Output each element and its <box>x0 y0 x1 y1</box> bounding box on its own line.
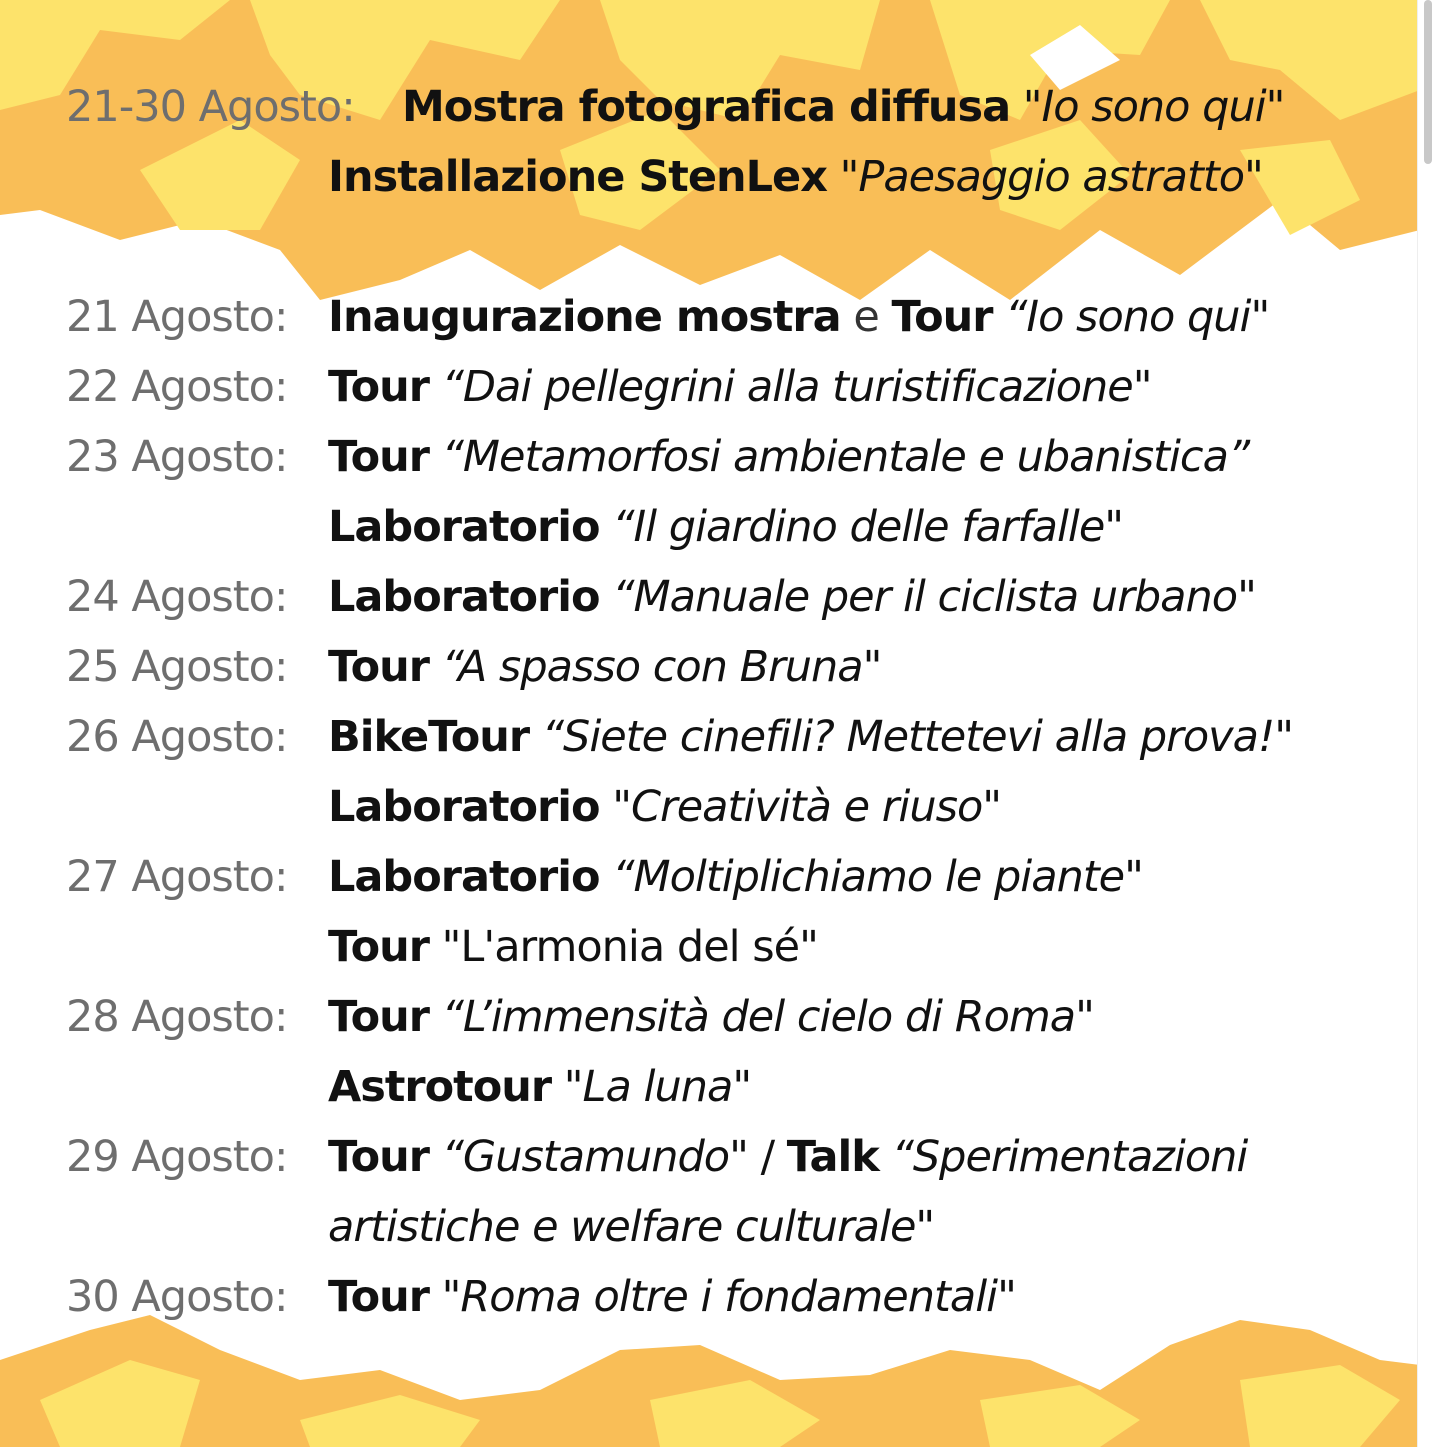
schedule-date: 27 Agosto: <box>66 852 288 902</box>
schedule-line <box>328 422 1249 492</box>
schedule-date: 25 Agosto: <box>66 642 288 692</box>
schedule-line <box>328 772 1001 842</box>
event-type: Tour <box>328 1272 429 1322</box>
event-title: "Io sono qui" <box>1022 82 1285 132</box>
schedule-line <box>328 1052 751 1122</box>
schedule-date: 22 Agosto: <box>66 362 288 412</box>
schedule-row-continuation <box>0 772 1420 842</box>
schedule-row <box>0 1122 1420 1192</box>
schedule-row <box>0 702 1420 772</box>
schedule-line <box>328 562 1256 632</box>
schedule-line <box>328 702 1293 772</box>
schedule-row-continuation <box>0 142 1420 212</box>
schedule-date: 21-30 Agosto: <box>66 82 355 132</box>
schedule-line <box>328 282 1269 352</box>
schedule-row-continuation <box>0 912 1420 982</box>
event-title: "Paesaggio astratto" <box>839 152 1263 202</box>
schedule-date: 30 Agosto: <box>66 1272 288 1322</box>
event-type: Mostra fotografica diffusa <box>402 82 1011 132</box>
event-title: “Il giardino delle farfalle" <box>612 502 1124 552</box>
schedule-row <box>0 352 1420 422</box>
schedule-line <box>328 352 1152 422</box>
event-title: “Io sono qui" <box>1005 292 1270 342</box>
schedule-line <box>328 842 1143 912</box>
bottom-decoration <box>0 1315 1420 1447</box>
event-type: Astrotour <box>328 1062 552 1112</box>
schedule-row <box>0 1262 1420 1332</box>
event-title: "La luna" <box>563 1062 752 1112</box>
event-type: Laboratorio <box>328 782 600 832</box>
event-title: “Sperimentazioni <box>891 1132 1248 1182</box>
schedule-row <box>0 422 1420 492</box>
event-type: Tour <box>328 922 429 972</box>
event-title: “Gustamundo" <box>441 1132 748 1182</box>
event-type: Tour <box>328 362 429 412</box>
conjunction: e <box>853 292 879 342</box>
schedule-row <box>0 982 1420 1052</box>
schedule-date: 28 Agosto: <box>66 992 288 1042</box>
schedule-line <box>328 1262 1016 1332</box>
event-type: Laboratorio <box>328 852 600 902</box>
event-type: Laboratorio <box>328 502 600 552</box>
event-type: Tour <box>328 992 429 1042</box>
schedule-date: 26 Agosto: <box>66 712 288 762</box>
scrollbar-track[interactable] <box>1417 0 1440 1447</box>
event-title: “Manuale per il ciclista urbano" <box>612 572 1256 622</box>
event-title: “Moltiplichiamo le piante" <box>612 852 1143 902</box>
event-title: “Metamorfosi ambientale e ubanistica” <box>441 432 1250 482</box>
event-title: "L'armonia del sé" <box>441 922 818 972</box>
event-title: “Siete cinefili? Mettetevi alla prova!" <box>541 712 1293 762</box>
schedule-row <box>0 282 1420 352</box>
event-type: Laboratorio <box>328 572 600 622</box>
schedule-line <box>328 982 1094 1052</box>
event-title: artistiche e welfare culturale" <box>328 1202 935 1252</box>
schedule-line <box>328 912 818 982</box>
schedule-row <box>0 842 1420 912</box>
event-title: “L’immensità del cielo di Roma" <box>441 992 1094 1042</box>
schedule-row-continuation <box>0 1052 1420 1122</box>
schedule-row <box>0 632 1420 702</box>
event-type: Tour <box>328 642 429 692</box>
schedule-line <box>328 142 1263 212</box>
separator: / <box>760 1132 775 1182</box>
event-type: Tour <box>328 1132 429 1182</box>
event-title: “Dai pellegrini alla turistificazione" <box>441 362 1152 412</box>
schedule-line <box>328 1122 1247 1192</box>
schedule-line <box>328 632 881 702</box>
event-title: “A spasso con Bruna" <box>441 642 882 692</box>
schedule-date: 21 Agosto: <box>66 292 288 342</box>
event-type: Tour <box>891 292 993 342</box>
event-title: "Creatività e riuso" <box>612 782 1002 832</box>
schedule-row-continuation <box>0 1192 1420 1262</box>
schedule-date: 29 Agosto: <box>66 1132 288 1182</box>
event-type: Inaugurazione mostra <box>328 292 841 342</box>
event-type: Installazione StenLex <box>328 152 827 202</box>
schedule-row <box>0 562 1420 632</box>
event-type: Talk <box>786 1132 879 1182</box>
event-title: "Roma oltre i fondamentali" <box>441 1272 1016 1322</box>
schedule-date: 23 Agosto: <box>66 432 288 482</box>
event-type: Tour <box>328 432 429 482</box>
schedule-date: 24 Agosto: <box>66 572 288 622</box>
schedule-line <box>328 1192 934 1262</box>
schedule-line <box>328 492 1123 562</box>
event-schedule <box>0 72 1420 1332</box>
event-type: BikeTour <box>328 712 530 762</box>
schedule-line <box>402 72 1284 142</box>
schedule-row-continuation <box>0 492 1420 562</box>
scrollbar-thumb[interactable] <box>1424 0 1432 164</box>
schedule-row <box>0 72 1420 142</box>
